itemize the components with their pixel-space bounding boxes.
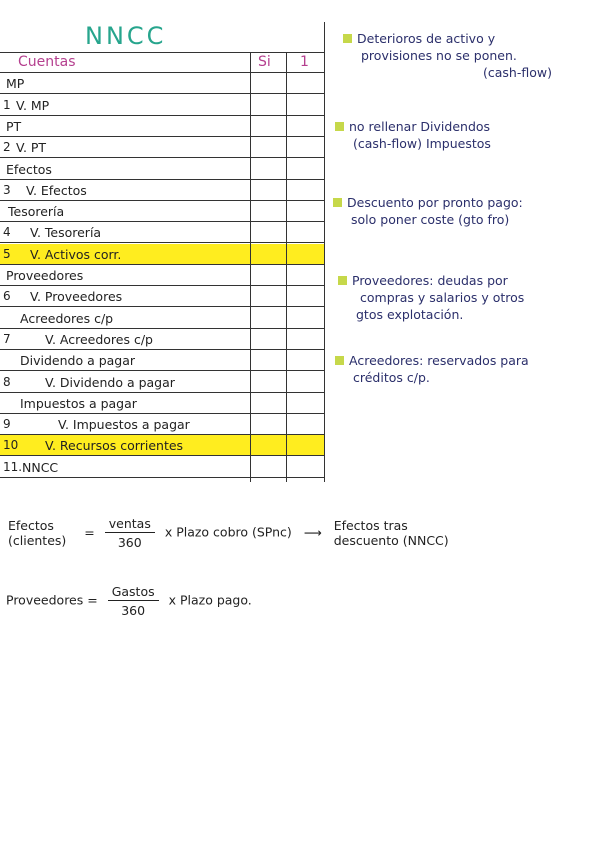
row-label: PT <box>6 118 22 134</box>
formula-efectos-fraction: $\frac{\text{ventas}}{360}$ <box>105 516 155 550</box>
highlight-marker-icon <box>333 198 342 207</box>
highlight-marker-icon <box>343 34 352 43</box>
table-row <box>0 414 325 435</box>
table-row <box>0 372 325 393</box>
highlight-marker-icon <box>338 276 347 285</box>
row-label: Dividendo a pagar <box>20 353 136 369</box>
page-title: NNCC <box>85 22 167 50</box>
header-si: Si <box>258 54 271 70</box>
row-label: Proveedores <box>6 268 84 283</box>
formula-efectos: Efectos (clientes) = $\frac{\text{ventas}}{360}$ x Plazo cobro (SPnc) ⟶ Efectos tras descuento (NNCC) <box>8 516 449 550</box>
formula-efectos-lhs: Efectos (clientes) <box>8 518 67 548</box>
row-label: V. Activos corr. <box>30 246 122 262</box>
row-number: 8 <box>3 374 11 389</box>
table-row <box>0 308 325 329</box>
table-row <box>0 265 325 286</box>
column-divider-2 <box>286 52 287 482</box>
row-label: V. PT <box>16 140 47 156</box>
note-deterioros: Deterioros de activo y provisiones no se ponen. (cash-flow) <box>343 30 552 81</box>
accounts-table <box>0 52 325 482</box>
header-col-1: 1 <box>300 54 309 70</box>
row-label: V. Acreedores c/p <box>45 331 153 347</box>
row-label: MP <box>6 76 25 92</box>
table-row <box>0 222 325 243</box>
formula-proveedores: Proveedores = $\frac{\text{Gastos}}{360}$ x Plazo pago. <box>6 584 252 618</box>
row-number: 1 <box>3 97 11 112</box>
formula-proveedores-fraction: $\frac{\text{Gastos}}{360}$ <box>108 584 159 618</box>
column-divider-1 <box>250 52 251 482</box>
row-label: V. Tesorería <box>30 225 102 241</box>
row-label: Acreedores c/p <box>20 310 114 326</box>
table-row <box>0 435 325 456</box>
arrow-right-icon: ⟶ <box>303 524 322 540</box>
table-row <box>0 286 325 307</box>
table-row <box>0 350 325 371</box>
note-acreedores: Acreedores: reservados para créditos c/p. <box>335 352 529 386</box>
row-label: Efectos <box>6 161 52 177</box>
row-number: 6 <box>3 289 11 304</box>
row-label: V. Proveedores <box>30 289 123 305</box>
table-row <box>0 159 325 180</box>
table-row <box>0 244 325 265</box>
table-row <box>0 393 325 414</box>
note-descuento: Descuento por pronto pago: solo poner coste (gto fro) <box>333 194 523 228</box>
table-row <box>0 180 325 201</box>
note-proveedores: Proveedores: deudas por compras y salarios y otros gtos explotación. <box>338 272 524 323</box>
row-label: Impuestos a pagar <box>20 395 137 411</box>
highlight-marker-icon <box>335 122 344 131</box>
row-number: 9 <box>3 417 11 432</box>
row-number: 3 <box>3 182 11 197</box>
table-row <box>0 201 325 222</box>
table-row <box>0 73 325 94</box>
row-label: V. Recursos corrientes <box>45 438 184 454</box>
row-label: Tesorería <box>8 204 65 220</box>
row-label: V. Dividendo a pagar <box>45 374 175 390</box>
table-header-row <box>0 52 325 73</box>
row-label: NNCC <box>22 459 59 475</box>
table-row <box>0 329 325 350</box>
table-row <box>0 137 325 158</box>
table-row <box>0 95 325 116</box>
row-number: 5 <box>3 246 11 261</box>
row-label: V. MP <box>16 97 50 113</box>
row-number: 11. <box>3 459 23 474</box>
table-row <box>0 116 325 137</box>
highlight-marker-icon <box>335 356 344 365</box>
row-number: 2 <box>3 140 11 155</box>
row-number: 4 <box>3 225 11 240</box>
row-number: 10 <box>3 438 19 453</box>
note-no-rellenar: no rellenar Dividendos (cash-flow) Impuestos <box>335 118 491 152</box>
header-cuentas: Cuentas <box>18 54 76 70</box>
row-number: 7 <box>3 331 11 346</box>
row-label: V. Impuestos a pagar <box>58 417 190 433</box>
formula-efectos-result: Efectos tras descuento (NNCC) <box>333 518 449 548</box>
row-label: V. Efectos <box>26 182 87 198</box>
table-row <box>0 457 325 478</box>
column-divider-right <box>324 22 325 482</box>
